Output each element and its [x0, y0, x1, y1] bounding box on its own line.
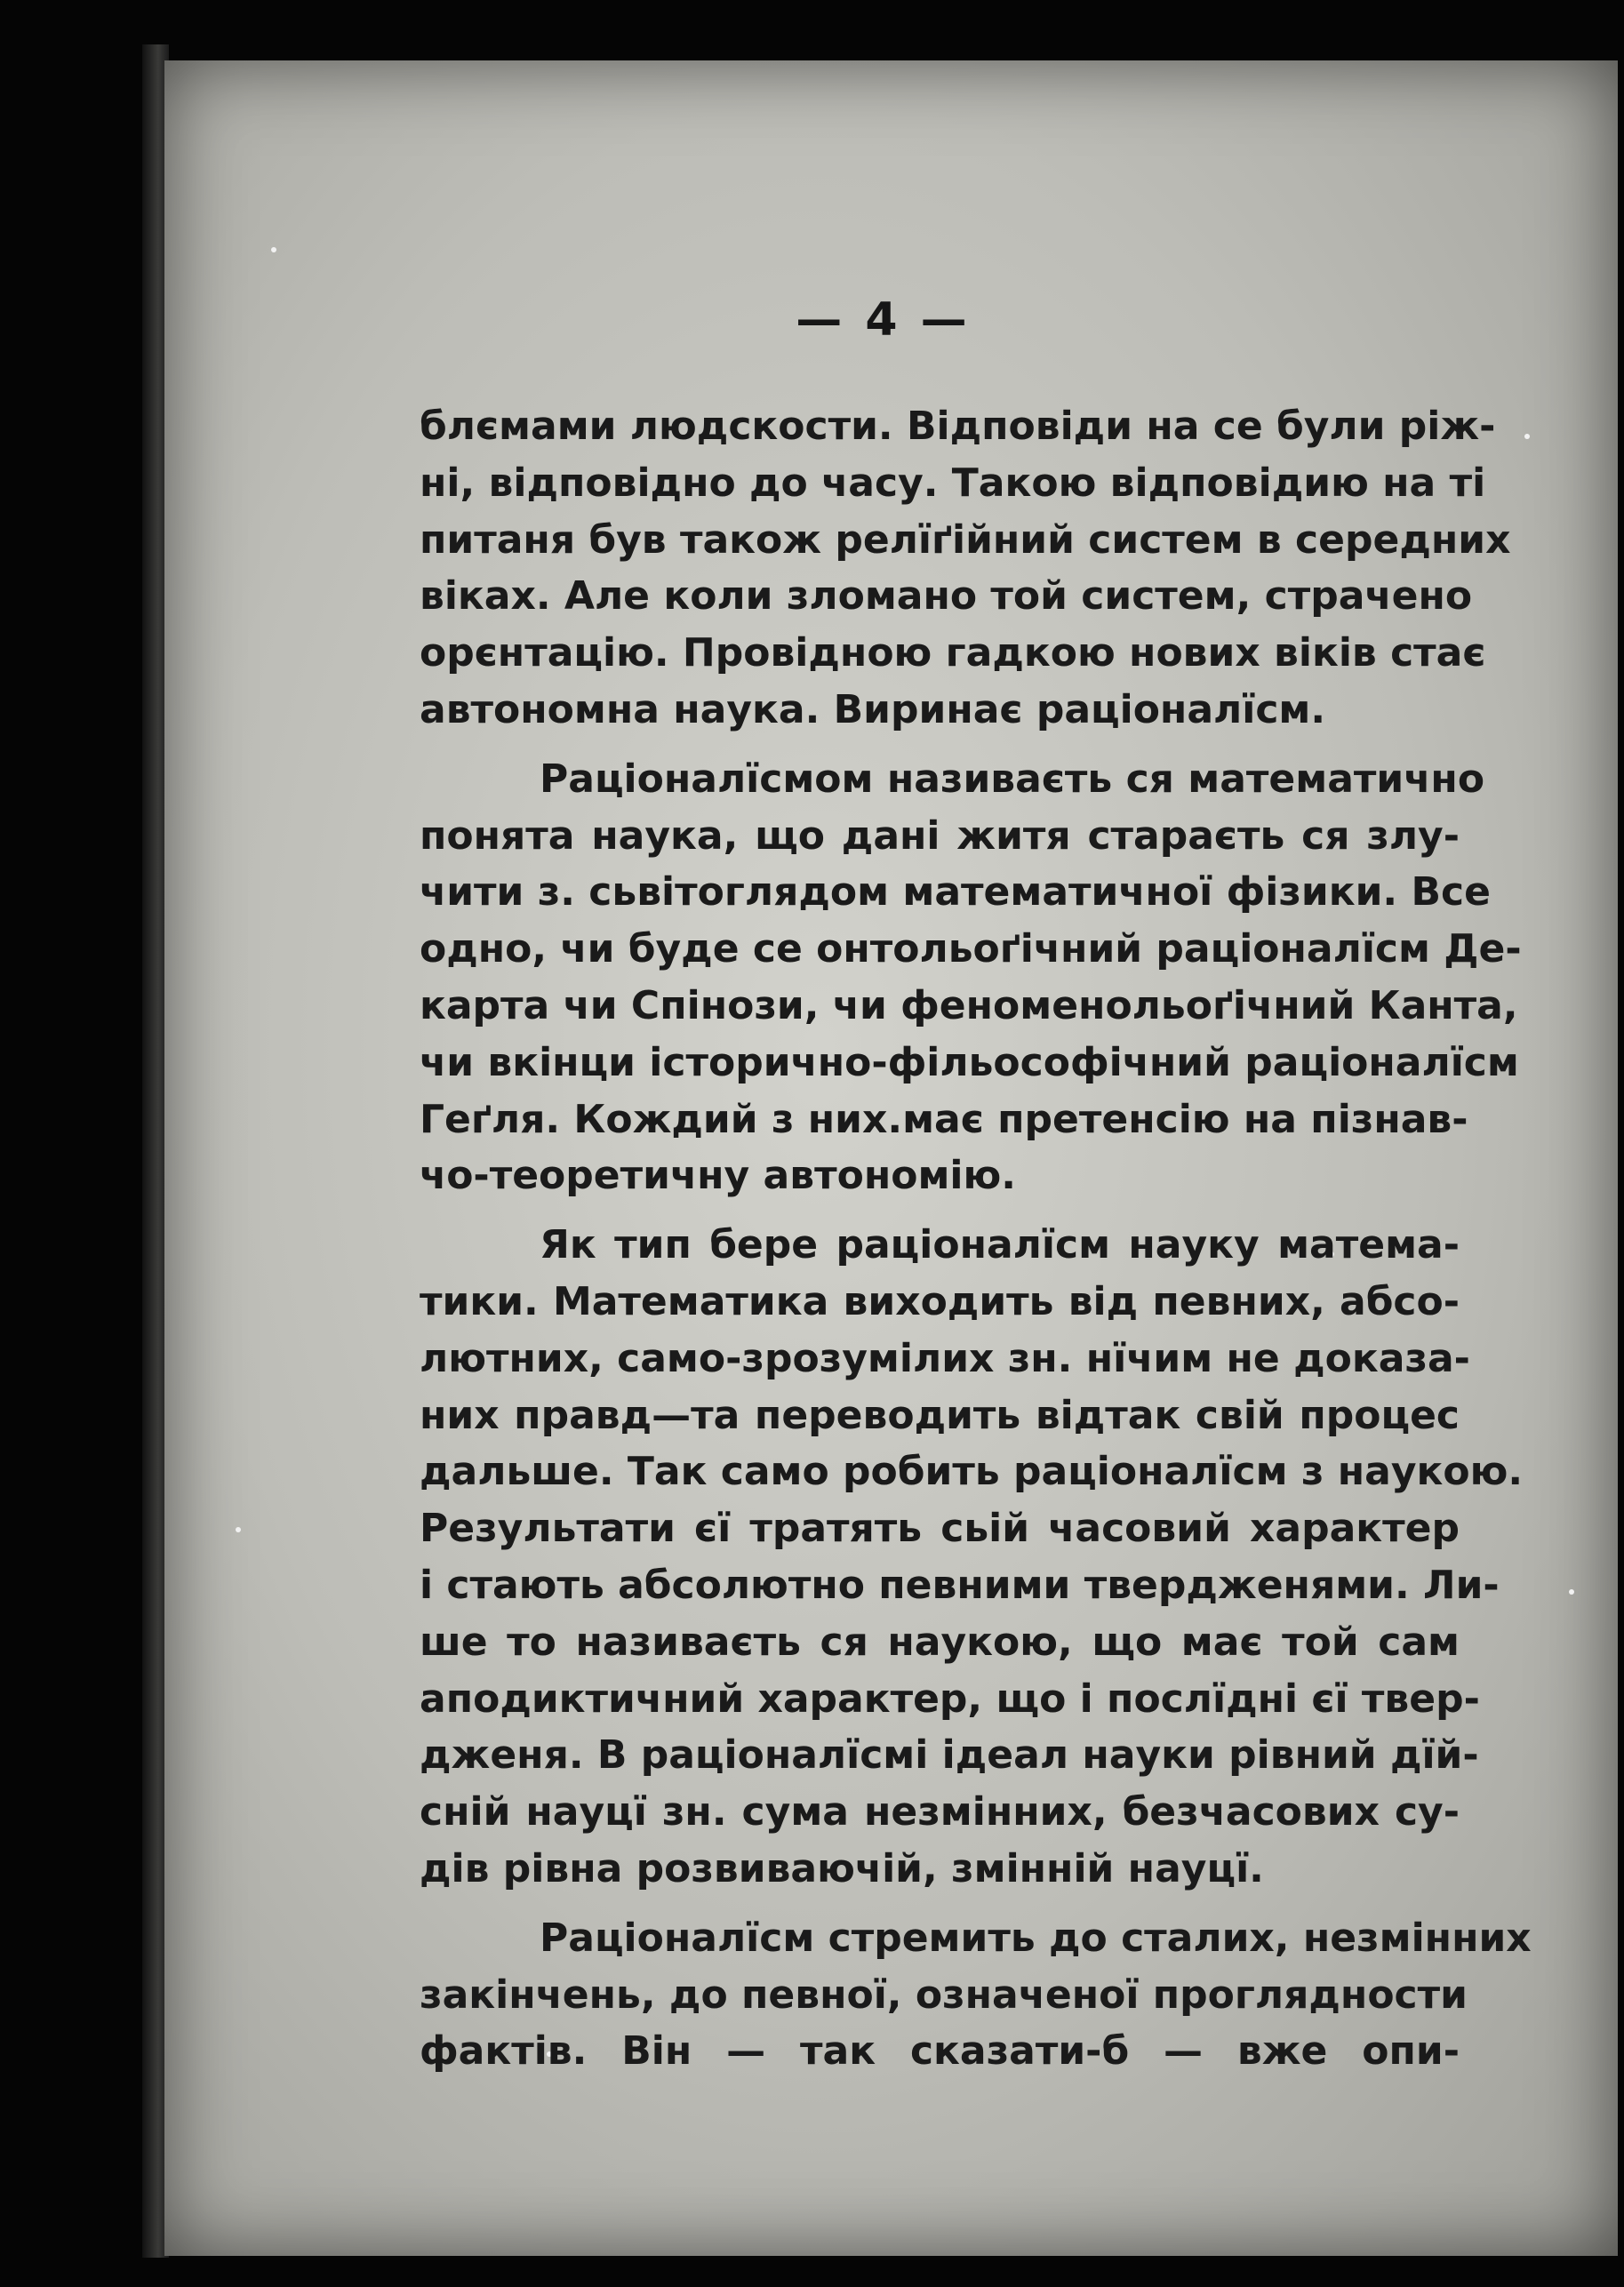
paragraph-gap — [420, 1204, 1460, 1217]
text-line: дженя. В раціоналїсмі ідеал науки рівний дїй- — [420, 1732, 1479, 1779]
text-line: тики. Математика виходить від певних, абсо- — [420, 1278, 1460, 1324]
dust-speck — [271, 247, 276, 252]
text-line: чо-теоретичну автономію. — [420, 1153, 1016, 1199]
text-line: віках. Але коли зломано той систем, страчено — [420, 573, 1473, 620]
text-line: Геґля. Кождий з них.має претенсію на пізнав- — [420, 1096, 1468, 1142]
paragraph-3 — [420, 1217, 1524, 1898]
text-line: ні, відповідно до часу. Такою відповідию на ті — [420, 460, 1486, 506]
text-line: і стають абсолютно певними твердженями. Ли- — [420, 1562, 1500, 1608]
text-line: фактів. Він — так сказати-б — вже опи- — [420, 2028, 1460, 2075]
body-text — [420, 398, 1532, 2080]
paragraph-1 — [420, 398, 1511, 739]
dust-speck — [1569, 1589, 1574, 1595]
text-line: чити з. сьвітоглядом математичної фізики. Все — [420, 869, 1491, 916]
paragraph-gap — [420, 1898, 1460, 1910]
text-line: дальше. Так само робить раціоналїсм з наукою. — [420, 1449, 1524, 1495]
text-line: них правд—та переводить відтак свій процес — [420, 1392, 1460, 1438]
page-number: — 4 — — [796, 293, 971, 347]
text-line: питаня був також релїґійний систем в середних — [420, 516, 1511, 563]
text-line: закінчень, до певної, означеної проглядности — [420, 1971, 1468, 2018]
text-line: сній науцї зн. сума незмінних, безчасових су- — [420, 1789, 1460, 1835]
text-line: карта чи Спінози, чи феноменольоґічний Канта, — [420, 982, 1518, 1028]
text-line: ше то називаєть ся наукою, що має той сам — [420, 1619, 1460, 1665]
paragraph-gap — [420, 739, 1460, 751]
text-line: Раціоналїсм стремить до сталих, незмінних — [540, 1915, 1532, 1961]
text-line: понята наука, що дані житя стараєть ся злу- — [420, 812, 1460, 859]
text-line: Як тип бере раціоналїсм науку матема- — [540, 1222, 1460, 1268]
dust-speck — [1524, 434, 1530, 439]
text-line: автономна наука. Виринає раціоналїсм. — [420, 686, 1326, 732]
paragraph-2 — [420, 751, 1522, 1204]
dust-speck — [236, 1527, 241, 1532]
text-line: аподиктичний характер, що і послїдні єї твер- — [420, 1675, 1480, 1722]
text-line: блємами людскости. Відповіди на се були ріж- — [420, 404, 1496, 449]
paragraph-4 — [420, 1910, 1532, 2080]
text-line: одно, чи буде се онтольоґічний раціоналїсм Де- — [420, 926, 1522, 972]
text-line: Результати єї тратять сьій часовий характер — [420, 1506, 1460, 1552]
text-line: чи вкінци історично-фільософічний раціоналїсм — [420, 1039, 1519, 1085]
text-line: орєнтацію. Провідною гадкою нових віків стає — [420, 630, 1486, 676]
text-line: Раціоналїсмом називаєть ся математично — [540, 756, 1485, 802]
text-line: дів рівна розвиваючій, змінній науцї. — [420, 1845, 1264, 1891]
text-line: лютних, само-зрозумілих зн. нїчим не доказа- — [420, 1335, 1470, 1381]
